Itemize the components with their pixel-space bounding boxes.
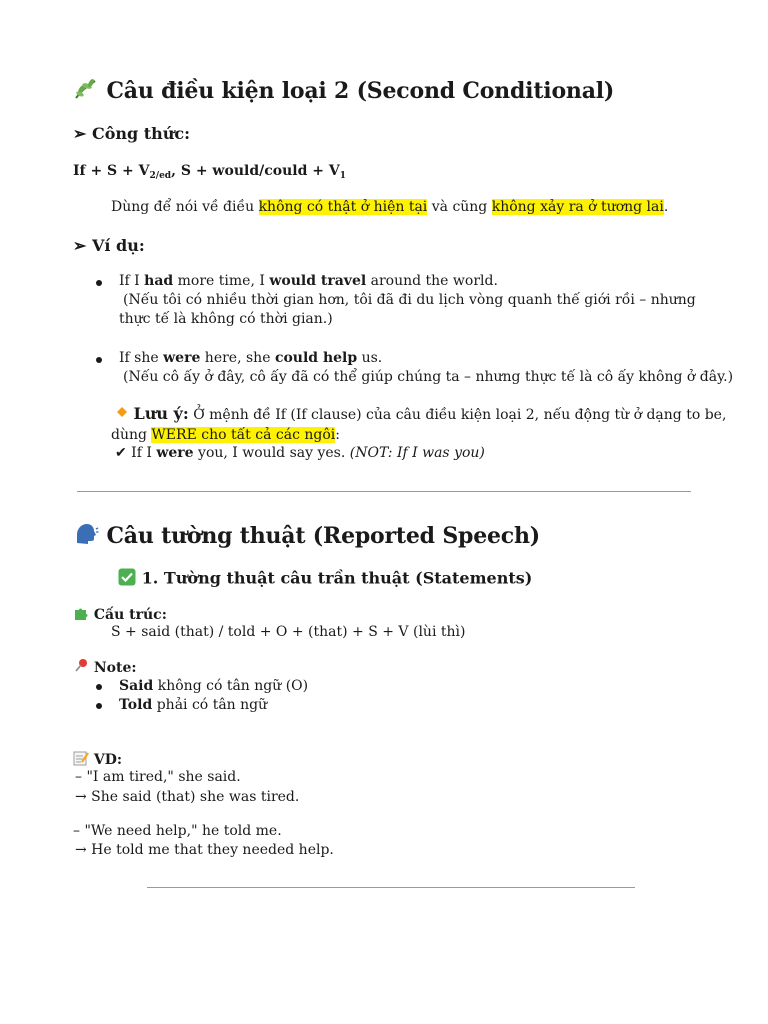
structure-label: Cấu trúc: bbox=[73, 605, 167, 625]
usage-text: Dùng để nói về điều không có thật ở hiện tại và cũng không xảy ra ở tương lai. bbox=[111, 199, 669, 215]
pushpin-icon bbox=[73, 658, 89, 678]
formula-heading: ➢ Công thức: bbox=[73, 124, 191, 143]
example-1-translation-line2: thực tế là không có thời gian.) bbox=[119, 311, 333, 327]
example-1-translation-line1: (Nếu tôi có nhiều thời gian hơn, tôi đã đi du lịch vòng quanh thế giới rồi – nhưng bbox=[123, 292, 696, 308]
leaf-icon bbox=[73, 77, 99, 107]
bullet-dot bbox=[96, 703, 102, 709]
note-item-said: Said không có tân ngữ (O) bbox=[119, 678, 309, 694]
puzzle-icon bbox=[73, 605, 89, 625]
vd-example-1: – "I am tired," she said. bbox=[75, 769, 241, 785]
divider bbox=[77, 491, 691, 492]
examples-heading: ➢ Ví dụ: bbox=[73, 236, 145, 255]
vd-example-2: – "We need help," he told me. bbox=[73, 823, 282, 839]
note-item-told: Told phải có tân ngữ bbox=[119, 697, 268, 713]
example-1: If I had more time, I would travel around the world. bbox=[119, 273, 498, 289]
memo-icon bbox=[73, 750, 89, 770]
structure-text: S + said (that) / told + O + (that) + S + V (lùi thì) bbox=[111, 624, 466, 640]
vd-label: VD: bbox=[73, 750, 122, 770]
bullet-dot bbox=[96, 357, 102, 363]
bullet-dot bbox=[96, 280, 102, 286]
check-example: ✔ If I were you, I would say yes. (NOT: If I was you) bbox=[115, 445, 485, 461]
speaking-head-icon bbox=[73, 521, 99, 553]
vd-example-1-result: → She said (that) she was tired. bbox=[75, 789, 300, 805]
section-title-reported-speech: Câu tường thuật (Reported Speech) bbox=[73, 521, 540, 553]
divider bbox=[147, 887, 635, 888]
formula-text: $If + S + V_{2/ed}$, S + would/could + $V_1$ bbox=[73, 163, 346, 181]
section-title-second-conditional: Câu điều kiện loại 2 (Second Conditional) bbox=[73, 77, 614, 107]
example-2: If she were here, she could help us. bbox=[119, 350, 383, 366]
example-2-translation: (Nếu cô ấy ở đây, cô ấy đã có thể giúp chúng ta – nhưng thực tế là cô ấy không ở đây.) bbox=[123, 369, 734, 385]
orange-diamond-icon bbox=[115, 405, 129, 425]
note-line2: dùng WERE cho tất cả các ngôi: bbox=[111, 427, 340, 443]
note-label: Note: bbox=[73, 658, 137, 678]
check-mark-icon bbox=[118, 568, 136, 590]
vd-example-2-result: → He told me that they needed help. bbox=[75, 842, 334, 858]
bullet-dot bbox=[96, 684, 102, 690]
note-line: Lưu ý: Ở mệnh đề If (If clause) của câu điều kiện loại 2, nếu động từ ở dạng to be, bbox=[115, 404, 726, 425]
subsection-title-statements: 1. Tường thuật câu trần thuật (Statements) bbox=[118, 568, 532, 590]
